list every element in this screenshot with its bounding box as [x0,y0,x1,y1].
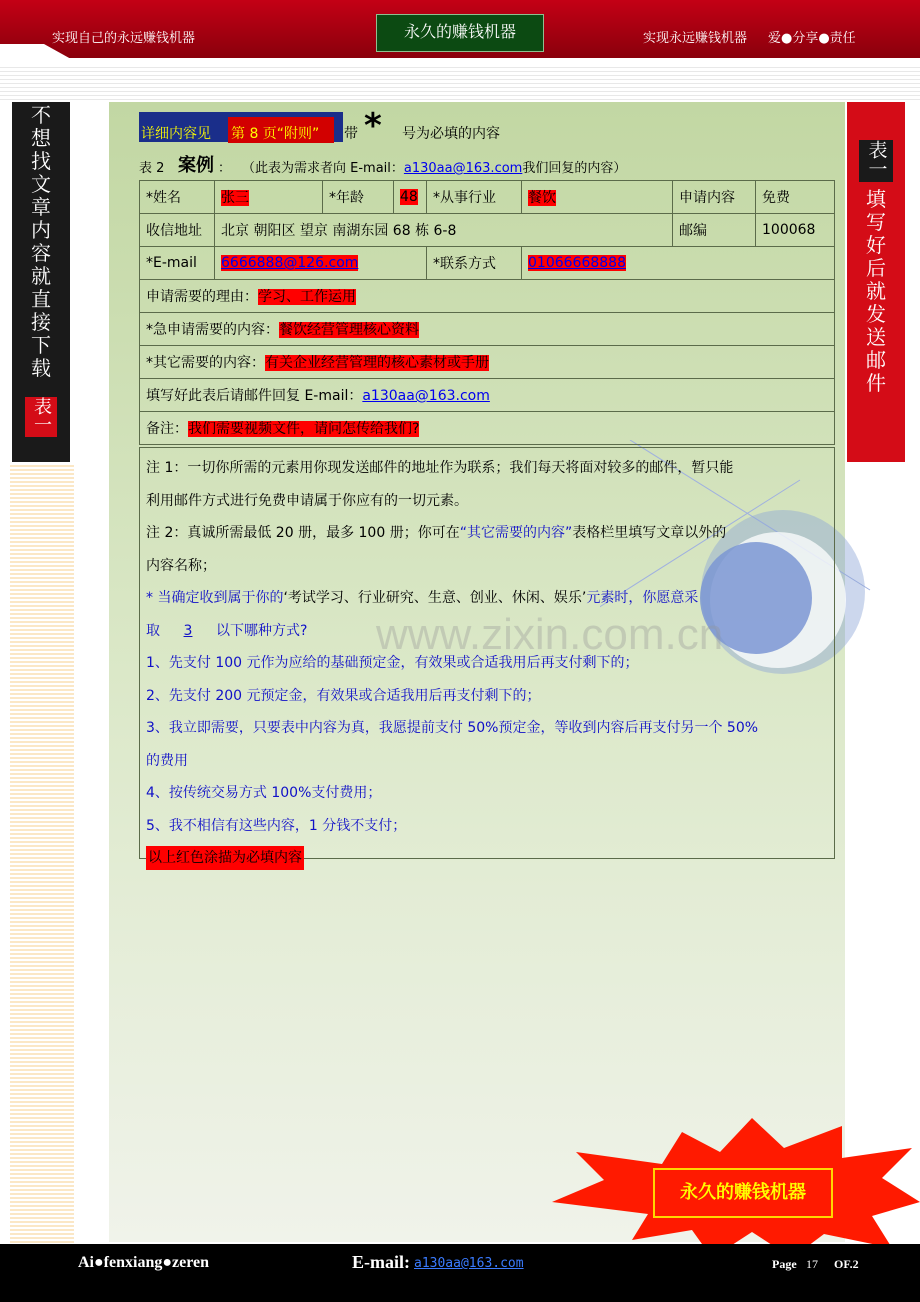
apply-label: 申请内容 [673,181,756,214]
reason-label: 申请需要的理由： [146,289,258,305]
left-banner-char: 找 [31,149,51,173]
option-3-line-2: 的费用 [146,752,188,769]
header-stripe [0,64,920,100]
email-label: *E-mail [140,247,215,280]
other-row [140,346,835,379]
left-banner-char: 载 [31,356,51,380]
left-banner-char: 容 [31,241,51,265]
contact-value[interactable]: 01066668888 [528,255,626,271]
table-row [140,181,835,214]
right-banner-char: 写 [866,210,886,234]
caption-note-pre: （此表为需求者向 E-mail： [242,161,404,176]
urgent-row [140,313,835,346]
footer-motto: Ai●fenxiang●zeren [78,1254,210,1271]
contact-value-cell [522,247,835,280]
header-brand-title: 永久的赚钱机器 [376,14,544,52]
option-1: 1、先支付 100 元作为应给的基础预定金，有效果或合适我用后再支付剩下的； [146,655,639,671]
apply-value[interactable]: 免费 [756,181,835,214]
left-dotted-strip [10,465,74,1245]
left-banner-tag [25,397,57,437]
table-caption-label: 表 2 [139,161,165,176]
question-answer[interactable]: 3 [183,622,193,639]
footer-email-label: E-mail: [352,1252,410,1272]
table-row [140,280,835,313]
left-banner-char: 文 [31,172,51,196]
footnote-text: 以上红色涂描为必填内容 [146,846,304,870]
left-banner-char: 直 [31,287,51,311]
address-label: 收信地址 [140,214,215,247]
contact-label: *联系方式 [427,247,522,280]
zip-value[interactable]: 100068 [756,214,835,247]
address-value[interactable]: 北京 朝阳区 望京 南湖东园 68 栋 6-8 [215,214,673,247]
header-slogan-left: 实现自己的永远赚钱机器 [52,31,196,46]
right-banner-char: 件 [866,371,886,395]
header-motto: 爱●分享●责任 [768,31,856,46]
name-label: *姓名 [140,181,215,214]
right-banner-char: 后 [866,256,886,280]
other-label: *其它需要的内容： [146,355,265,371]
reason-row [140,280,835,313]
table-caption-title: 案例 [178,155,214,176]
left-tag-text: 表一 [31,397,52,433]
note-1-line-1: 注 1：一切你所需的元素用你现发送邮件的地址作为联系；我们每天将面对较多的邮件，暂只能 [146,460,734,476]
reason-value[interactable]: 学习、工作运用 [258,289,356,305]
footer-page-total: OF.2 [834,1257,859,1271]
reply-email-link[interactable]: a130aa@163.com [362,388,490,404]
note-2-line-2: 内容名称； [146,557,216,574]
option-4: 4、按传统交易方式 100%支付费用； [146,785,382,801]
zip-label: 邮编 [673,214,756,247]
question-mid: ‘考试学习、行业研究、生意、创业、休闲、娱乐’ [283,590,587,606]
age-value-cell [394,181,427,214]
intro-text-1: 详细内容见 [141,126,211,142]
right-banner-char: 发 [866,302,886,326]
application-form-table [139,180,835,445]
industry-value[interactable]: 餐饮 [528,190,556,206]
age-value[interactable]: 48 [400,189,418,205]
other-value[interactable]: 有关企业经营管理的核心素材或手册 [265,355,489,371]
footer-page-label: Page [772,1257,797,1271]
name-value-cell [215,181,323,214]
remark-label: 备注： [146,421,188,437]
left-banner-char: 章 [31,195,51,219]
table-row [140,412,835,445]
intro-text-3: 带 [344,126,358,142]
industry-label: *从事行业 [427,181,522,214]
note-2-pre: 注 2：真诚所需最低 20 册，最多 100 册；你可在 [146,525,460,541]
right-banner-char: 填 [866,187,886,211]
right-banner-text [847,188,905,395]
email-value-cell [215,247,427,280]
left-banner-char: 就 [31,264,51,288]
question2-pre: 取 [146,622,160,639]
required-star-icon: * [364,106,382,146]
right-banner-tag [859,140,893,182]
left-banner-char: 接 [31,310,51,334]
note-2-post: 表格栏里填写文章以外的 [572,525,727,541]
left-banner-char: 内 [31,218,51,242]
header-slogan-right: 实现永远赚钱机器 [643,31,748,46]
name-value[interactable]: 张三 [221,190,249,206]
intro-text-2: 第 8 页“附则” [231,126,320,142]
left-banner-text [12,104,70,380]
age-label: *年龄 [323,181,394,214]
reply-row [140,379,835,412]
left-banner-char: 想 [31,126,51,150]
remark-row [140,412,835,445]
option-3-line-1: 3、我立即需要，只要表中内容为真，我愿提前支付 50%预定金，等收到内容后再支付另一个 50% [146,720,759,736]
question-pre: * 当确定收到属于你的 [146,590,284,606]
right-banner-char: 邮 [866,348,886,372]
footer-bar [0,1244,920,1302]
table-row [140,247,835,280]
urgent-label: *急申请需要的内容： [146,322,279,338]
urgent-value[interactable]: 餐饮经营管理核心资料 [279,322,419,338]
table-row [140,346,835,379]
right-banner-char: 就 [866,279,886,303]
intro-text-4: 号为必填的内容 [402,126,500,142]
question-post: 元素时，你愿意采 [586,590,699,606]
reply-text: 填写好此表后请邮件回复 E-mail： [146,388,363,404]
left-banner-char: 下 [31,333,51,357]
caption-note-post: 我们回复的内容） [522,161,627,176]
industry-value-cell [522,181,673,214]
table-row [140,379,835,412]
footer-email-link[interactable]: a130aa@163.com [414,1256,524,1271]
option-5: 5、我不相信有这些内容，1 分钱不支付； [146,817,407,834]
table-caption-colon: ： [218,161,232,176]
stamp-label: 永久的赚钱机器 [653,1168,833,1218]
left-banner-char: 不 [31,103,51,127]
right-tag-text: 表一 [865,140,888,178]
note-2-quote: “其它需要的内容” [459,525,573,541]
right-banner-char: 送 [866,325,886,349]
table-row [140,313,835,346]
note-1-line-2: 利用邮件方式进行免费申请属于你应有的一切元素。 [146,492,468,509]
table-row [140,214,835,247]
footnote-row [146,842,828,875]
option-2: 2、先支付 200 元预定金，有效果或合适我用后再支付剩下的； [146,687,541,704]
note-2-line-1 [146,517,828,550]
question2-post: 以下哪种方式? [216,622,308,639]
email-value[interactable]: 6666888@126.com [221,255,359,271]
caption-email-link[interactable]: a130aa@163.com [403,161,523,176]
watermark: www.zixin.com.cn [376,610,724,659]
remark-value[interactable]: 我们需要视频文件，请问怎传给我们? [188,421,420,437]
footer-page-number: 17 [806,1257,818,1271]
right-banner-char: 好 [866,233,886,257]
table-caption-note [242,157,626,176]
